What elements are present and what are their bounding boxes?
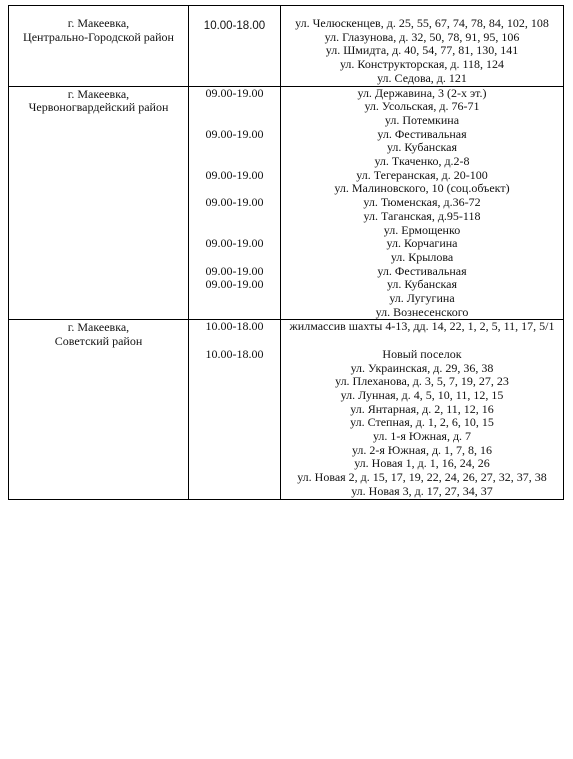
address-line: ул. Украинская, д. 29, 36, 38 — [350, 360, 494, 375]
time-range: 10.00-18.00 — [205, 319, 264, 334]
address-line: ул. Фестивальная — [377, 263, 467, 278]
time-range: 09.00-19.00 — [205, 236, 264, 251]
outage-schedule-table — [8, 5, 564, 500]
address-line: ул. Усольская, д. 76-71 — [364, 99, 480, 114]
address-line: ул. Тюменская, д.36-72 — [363, 195, 481, 210]
time-range: 10.00-18.00 — [205, 346, 264, 361]
time-range: 09.00-19.00 — [205, 126, 264, 141]
address-line: Новый поселок — [382, 346, 462, 361]
address-line: ул. Ткаченко, д.2-8 — [374, 154, 470, 169]
address-line: ул. Корчагина — [386, 236, 458, 251]
address-line: ул. Потемкина — [384, 112, 460, 127]
address-line: ул. Степная, д. 1, 2, 6, 10, 15 — [350, 415, 494, 430]
district-name: Центрально-Городской район — [23, 29, 174, 44]
address-cell — [281, 6, 564, 87]
address-line: ул. Кубанская — [386, 140, 458, 155]
address-line: ул. Глазунова, д. 32, 50, 78, 91, 95, 106 — [324, 29, 520, 44]
address-line: ул. Конструкторская, д. 118, 124 — [339, 57, 505, 72]
time-range: 09.00-19.00 — [205, 85, 264, 100]
district-cell — [9, 6, 189, 87]
address-line: ул. Новая 3, д. 17, 27, 34, 37 — [351, 483, 493, 498]
time-range: 09.00-19.00 — [205, 167, 264, 182]
time-cell — [189, 86, 281, 320]
address-line: ул. Фестивальная — [377, 126, 467, 141]
time-range: 09.00-19.00 — [205, 277, 264, 292]
table-row — [9, 86, 564, 320]
district-name: Червоногвардейский район — [28, 100, 169, 115]
address-line: ул. Тегеранская, д. 20-100 — [356, 167, 488, 182]
address-line: ул. Лунная, д. 4, 5, 10, 11, 12, 15 — [340, 387, 504, 402]
address-line: ул. 2-я Южная, д. 1, 7, 8, 16 — [351, 442, 493, 457]
address-line: ул. Кубанская — [386, 277, 458, 292]
address-line: ул. Седова, д. 121 — [377, 70, 467, 85]
time-cell — [189, 320, 281, 499]
address-line: ул. Таганская, д.95-118 — [363, 208, 481, 223]
time-range: 10.00-18.00 — [203, 20, 266, 32]
address-line-empty — [281, 334, 563, 348]
district-cell — [9, 320, 189, 499]
address-line: ул. Ермощенко — [383, 222, 461, 237]
district-city: г. Макеевка, — [67, 320, 130, 335]
district-cell — [9, 86, 189, 320]
address-line: ул. Новая 1, д. 1, 16, 24, 26 — [354, 456, 490, 471]
address-line: ул. Плеханова, д. 3, 5, 7, 19, 27, 23 — [335, 374, 509, 389]
address-line: ул. Шмидта, д. 40, 54, 77, 81, 130, 141 — [325, 43, 519, 58]
time-range: 09.00-19.00 — [205, 263, 264, 278]
address-line: ул. Челюскенцев, д. 25, 55, 67, 74, 78, 84, 102, 108 — [295, 16, 549, 30]
district-city: г. Макеевка, — [67, 86, 130, 101]
address-cell — [281, 86, 564, 320]
table-row — [9, 320, 564, 499]
address-line: жилмассив шахты 4-13, дд. 14, 22, 1, 2, 5, 11, 17, 5/1 — [289, 319, 555, 334]
time-cell — [189, 6, 281, 87]
district-name: Советский район — [54, 334, 143, 349]
address-line: ул. Вознесенского — [375, 304, 469, 319]
table-row — [9, 6, 564, 87]
address-line: ул. Янтарная, д. 2, 11, 12, 16 — [350, 401, 494, 416]
address-line: ул. Новая 2, д. 15, 17, 19, 22, 24, 26, 27, 32, 37, 38 — [297, 470, 547, 485]
address-cell — [281, 320, 564, 499]
address-line: ул. 1-я Южная, д. 7 — [372, 429, 472, 444]
address-line: ул. Крылова — [390, 249, 454, 264]
time-range: 09.00-19.00 — [205, 195, 264, 210]
address-line: ул. Державина, 3 (2-х эт.) — [357, 85, 487, 100]
address-line: ул. Малиновского, 10 (соц.объект) — [334, 181, 510, 196]
address-line: ул. Лугугина — [389, 291, 455, 306]
district-city: г. Макеевка, — [67, 16, 130, 30]
